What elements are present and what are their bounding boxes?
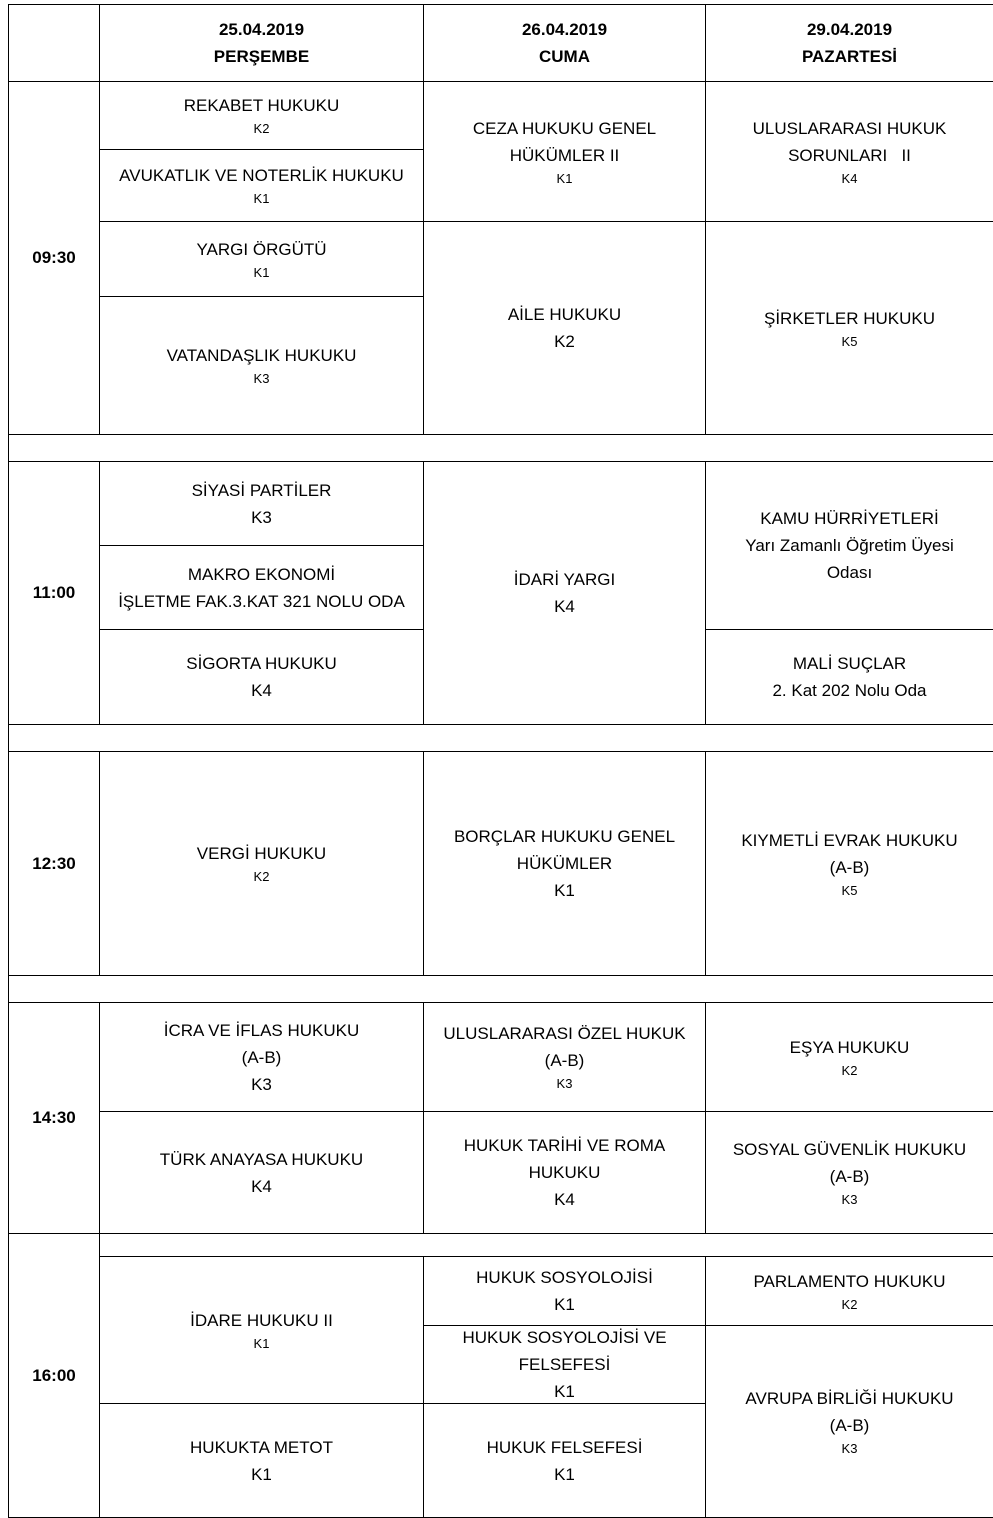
exam-vatandaslik-hukuku <box>100 297 423 434</box>
room-location-line1: Yarı Zamanlı Öğretim Üyesi <box>745 536 954 555</box>
exam-aile-hukuku <box>424 222 705 434</box>
course-title: SİYASİ PARTİLER <box>191 480 332 500</box>
exam-kiymetli-evrak-hukuku <box>706 752 993 975</box>
course-title: AİLE HUKUKU <box>507 305 622 324</box>
room-code: K3 <box>251 507 272 527</box>
header-day-name: PAZARTESİ <box>801 47 898 66</box>
room-code: K1 <box>554 1295 575 1314</box>
course-title: KAMU HÜRRİYETLERİ <box>760 509 939 528</box>
course-title: PARLAMENTO HUKUKU <box>753 1271 946 1291</box>
course-title-line1: ULUSLARARASI HUKUK <box>752 118 947 138</box>
room-code: K5 <box>841 882 858 898</box>
time-slot-1600: 16:00 <box>32 1365 76 1385</box>
group-label: (A-B) <box>829 1415 870 1435</box>
room-code: K5 <box>841 333 858 349</box>
course-title: REKABET HUKUKU <box>183 96 340 115</box>
room-code: K1 <box>253 264 270 280</box>
room-code: K2 <box>554 332 575 351</box>
exam-parlamento-hukuku <box>706 1257 993 1325</box>
time-slot-1230: 12:30 <box>32 853 76 873</box>
exam-makro-ekonomi <box>100 546 423 629</box>
group-label: (A-B) <box>544 1051 585 1070</box>
room-code: K1 <box>554 1382 575 1401</box>
header-date: 29.04.2019 <box>806 20 893 39</box>
course-title: HUKUK SOSYOLOJİSİ <box>476 1268 653 1287</box>
course-title: EŞYA HUKUKU <box>789 1037 910 1057</box>
course-title-line2: HÜKÜMLER <box>516 854 613 873</box>
course-title: İDARİ YARGI <box>513 570 616 589</box>
room-code: K3 <box>841 1191 858 1207</box>
room-code: K1 <box>251 1464 272 1484</box>
course-title-line2: HUKUKU <box>528 1163 601 1182</box>
course-title-line1: CEZA HUKUKU GENEL <box>472 118 657 138</box>
room-location: 2. Kat 202 Nolu Oda <box>772 681 927 700</box>
course-title: MAKRO EKONOMİ <box>187 564 336 584</box>
room-code: K1 <box>556 170 573 186</box>
course-title: SİGORTA HUKUKU <box>186 654 337 673</box>
exam-rekabet-hukuku <box>100 82 423 149</box>
exam-siyasi-partiler <box>100 462 423 545</box>
exam-esya-hukuku <box>706 1003 993 1111</box>
course-title: ŞİRKETLER HUKUKU <box>764 308 935 328</box>
header-day-monday <box>706 5 993 81</box>
exam-sigorta-hukuku <box>100 630 423 724</box>
room-code: K4 <box>251 681 272 700</box>
header-day-friday <box>424 5 705 81</box>
room-location-line2: Odası <box>826 563 873 582</box>
course-title: İCRA VE İFLAS HUKUKU <box>163 1020 360 1040</box>
exam-uluslararasi-hukuk-sorunlari <box>706 82 993 221</box>
room-code: K4 <box>554 597 575 616</box>
exam-sosyal-guvenlik-hukuku <box>706 1112 993 1233</box>
course-title: YARGI ÖRGÜTÜ <box>196 239 327 259</box>
header-day-name: PERŞEMBE <box>213 47 310 66</box>
exam-sirketler-hukuku <box>706 222 993 434</box>
room-code: K4 <box>841 170 858 186</box>
exam-avrupa-birligi-hukuku <box>706 1326 993 1517</box>
course-title-line1: HUKUK TARİHİ VE ROMA <box>463 1136 666 1155</box>
course-title: KIYMETLİ EVRAK HUKUKU <box>741 830 958 850</box>
course-title-line1: BORÇLAR HUKUKU GENEL <box>453 827 676 846</box>
exam-icra-iflas-hukuku <box>100 1003 423 1111</box>
course-title: AVRUPA BİRLİĞİ HUKUKU <box>745 1388 954 1408</box>
time-slot-1100: 11:00 <box>32 583 76 602</box>
header-day-name: CUMA <box>539 47 590 66</box>
room-code: K1 <box>554 1464 575 1484</box>
course-title: VATANDAŞLIK HUKUKU <box>166 346 357 365</box>
course-title: ULUSLARARASI ÖZEL HUKUK <box>443 1024 686 1043</box>
group-label: (A-B) <box>241 1047 282 1067</box>
room-code: K2 <box>841 1062 858 1078</box>
exam-ceza-hukuku <box>424 82 705 221</box>
course-title: TÜRK ANAYASA HUKUKU <box>159 1149 364 1169</box>
exam-hukuk-tarihi-roma <box>424 1112 705 1233</box>
exam-uluslararasi-ozel-hukuk <box>424 1003 705 1111</box>
course-title-line2: HÜKÜMLER II <box>509 145 620 165</box>
course-title: İDARE HUKUKU II <box>190 1310 333 1330</box>
room-code: K2 <box>253 869 270 884</box>
course-title: MALİ SUÇLAR <box>792 654 907 673</box>
room-code: K3 <box>253 371 270 386</box>
exam-yargi-orgutu <box>100 222 423 296</box>
room-location: İŞLETME FAK.3.KAT 321 NOLU ODA <box>118 591 405 611</box>
course-title: HUKUKTA METOT <box>190 1437 333 1457</box>
course-title-line1: HUKUK SOSYOLOJİSİ VE <box>462 1328 667 1347</box>
exam-hukuk-sosyolojisi <box>424 1257 705 1325</box>
exam-mali-suclar <box>706 630 993 724</box>
exam-hukukta-metot <box>100 1404 423 1517</box>
room-code: K4 <box>251 1176 272 1196</box>
group-label: (A-B) <box>829 1166 870 1186</box>
exam-vergi-hukuku <box>100 752 423 975</box>
room-code: K1 <box>253 191 270 206</box>
time-slot-1430: 14:30 <box>32 1108 76 1127</box>
room-code: K4 <box>554 1190 575 1209</box>
room-code: K3 <box>841 1440 858 1456</box>
course-title-line2: FELSEFESİ <box>518 1355 611 1374</box>
course-title: VERGİ HUKUKU <box>196 844 327 863</box>
exam-idare-hukuku <box>100 1257 423 1403</box>
exam-turk-anayasa-hukuku <box>100 1112 423 1233</box>
time-slot-0930: 09:30 <box>32 248 76 267</box>
header-date: 26.04.2019 <box>521 20 608 39</box>
room-code: K1 <box>253 1335 270 1351</box>
course-title-line2: SORUNLARI II <box>788 145 911 165</box>
exam-hukuk-felsefesi <box>424 1404 705 1517</box>
exam-borclar-hukuku <box>424 752 705 975</box>
course-title: SOSYAL GÜVENLİK HUKUKU <box>732 1139 967 1159</box>
exam-kamu-hurriyetleri <box>706 462 993 629</box>
course-title: AVUKATLIK VE NOTERLİK HUKUKU <box>119 166 404 185</box>
room-code: K1 <box>554 881 575 900</box>
course-title: HUKUK FELSEFESİ <box>486 1437 643 1457</box>
exam-idari-yargi <box>424 462 705 724</box>
group-label: (A-B) <box>829 857 870 877</box>
header-day-thursday <box>100 5 423 81</box>
exam-hukuk-sosyolojisi-felsefesi <box>424 1326 705 1403</box>
room-code: K2 <box>253 121 270 136</box>
header-date: 25.04.2019 <box>218 20 305 39</box>
room-code: K3 <box>556 1076 573 1091</box>
exam-avukatlik-noterlik <box>100 150 423 221</box>
room-code: K3 <box>251 1074 272 1094</box>
room-code: K2 <box>841 1296 858 1312</box>
